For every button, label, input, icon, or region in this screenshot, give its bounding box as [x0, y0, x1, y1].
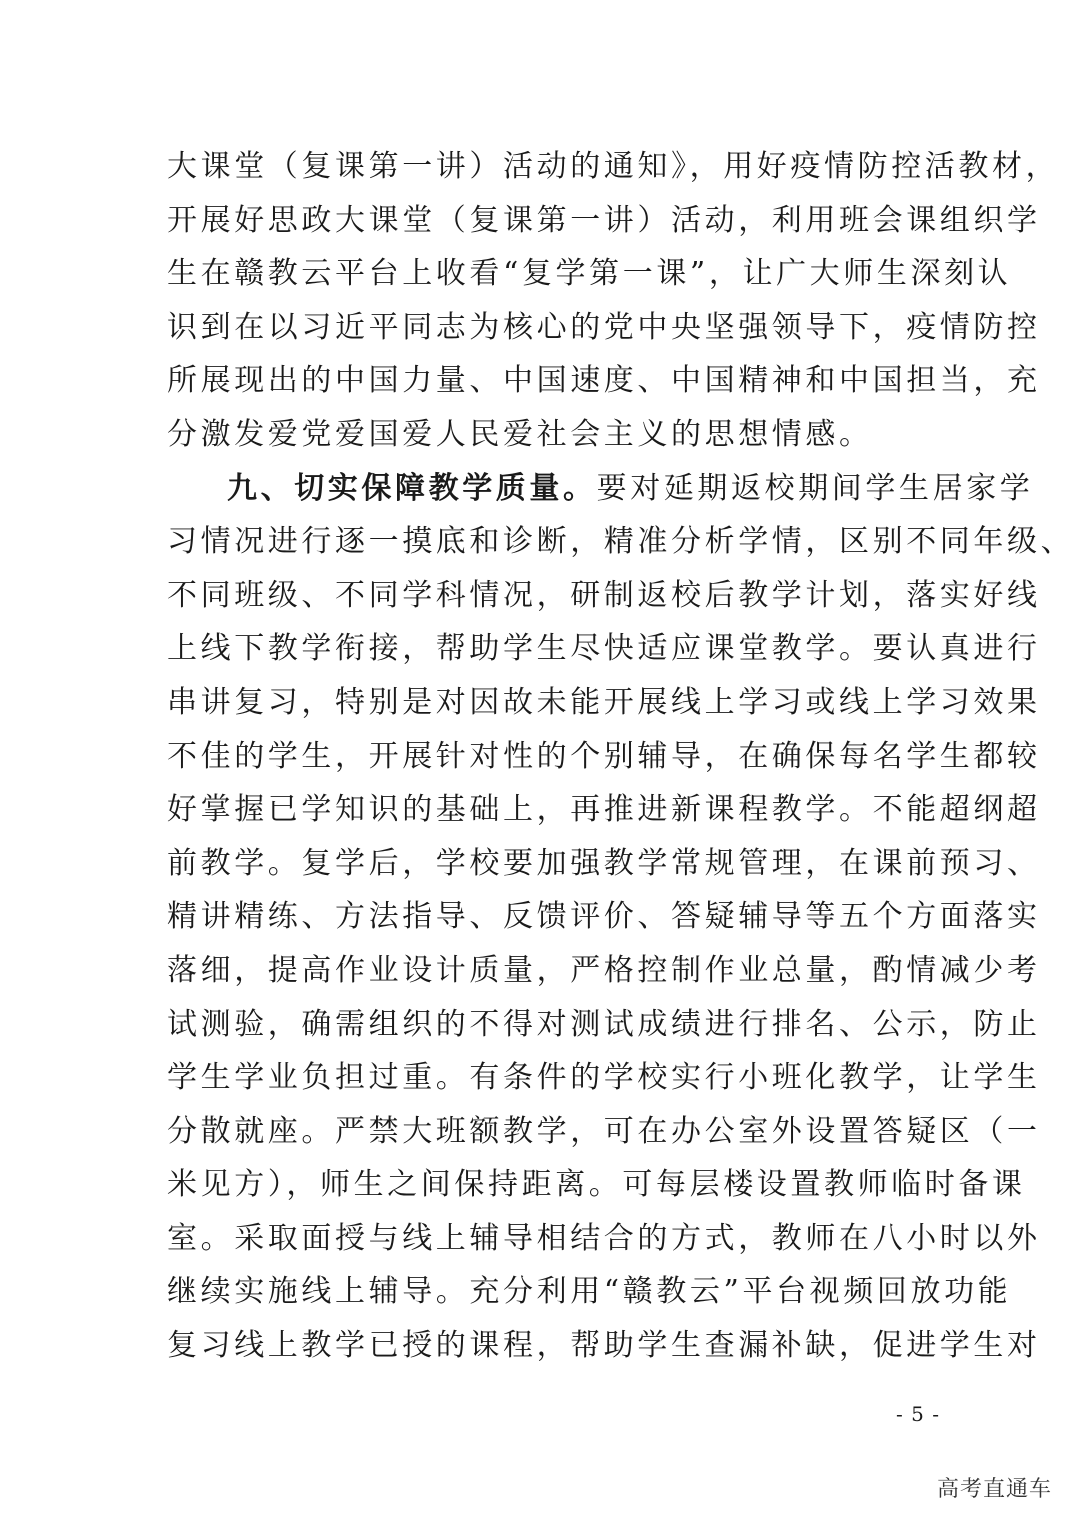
page-number: - 5 - — [896, 1402, 940, 1426]
body-text — [167, 140, 1075, 1373]
text-line: 习情况进行逐一摸底和诊断，精准分析学情，区别不同年级、 — [167, 524, 1075, 560]
text-line: 学生学业负担过重。有条件的学校实行小班化教学，让学生 — [167, 1060, 1041, 1096]
text-line: 继续实施线上辅导。充分利用“赣教云”平台视频回放功能 — [167, 1274, 1012, 1310]
text-line: 米见方），师生之间保持距离。可每层楼设置教师临时备课 — [167, 1167, 1026, 1203]
watermark: 高考直通车 — [936, 1477, 1052, 1502]
text-line: 串讲复习，特别是对因故未能开展线上学习或线上学习效果 — [167, 684, 1041, 720]
text-line: 前教学。复学后，学校要加强教学常规管理，在课前预习、 — [167, 845, 1041, 881]
text-line: 识到在以习近平同志为核心的党中央坚强领导下，疫情防控 — [167, 309, 1041, 345]
text-line: 试测验，确需组织的不得对测试成绩进行排名、公示，防止 — [167, 1006, 1041, 1042]
text-line: 落细，提高作业设计质量，严格控制作业总量，酌情减少考 — [167, 952, 1041, 988]
text-line: 上线下教学衔接，帮助学生尽快适应课堂教学。要认真进行 — [167, 631, 1041, 667]
text-line: 室。采取面授与线上辅导相结合的方式，教师在八小时以外 — [167, 1220, 1041, 1256]
section-heading: 九、切实保障教学质量。 — [227, 470, 597, 506]
text-line: 所展现出的中国力量、中国速度、中国精神和中国担当，充 — [167, 363, 1041, 399]
text-line: 不同班级、不同学科情况，研制返校后教学计划，落实好线 — [167, 577, 1041, 613]
text-line: 精讲精练、方法指导、反馈评价、答疑辅导等五个方面落实 — [167, 899, 1041, 935]
text-line: 分散就座。严禁大班额教学，可在办公室外设置答疑区（一 — [167, 1113, 1041, 1149]
text-line: 分激发爱党爱国爱人民爱社会主义的思想情感。 — [167, 416, 873, 452]
section-first-line-text: 要对延期返校期间学生居家学 — [596, 470, 1034, 506]
text-line: 生在赣教云平台上收看“复学第一课”，让广大师生深刻认 — [167, 256, 1012, 292]
text-line: 开展好思政大课堂（复课第一讲）活动，利用班会课组织学 — [167, 202, 1041, 238]
section-first-line — [167, 462, 1034, 516]
text-line: 不佳的学生，开展针对性的个别辅导，在确保每名学生都较 — [167, 738, 1041, 774]
text-line: 大课堂（复课第一讲）活动的通知》，用好疫情防控活教材， — [167, 149, 1060, 184]
text-line: 好掌握已学知识的基础上，再推进新课程教学。不能超纲超 — [167, 792, 1041, 828]
text-line: 复习线上教学已授的课程，帮助学生查漏补缺，促进学生对 — [167, 1328, 1041, 1364]
